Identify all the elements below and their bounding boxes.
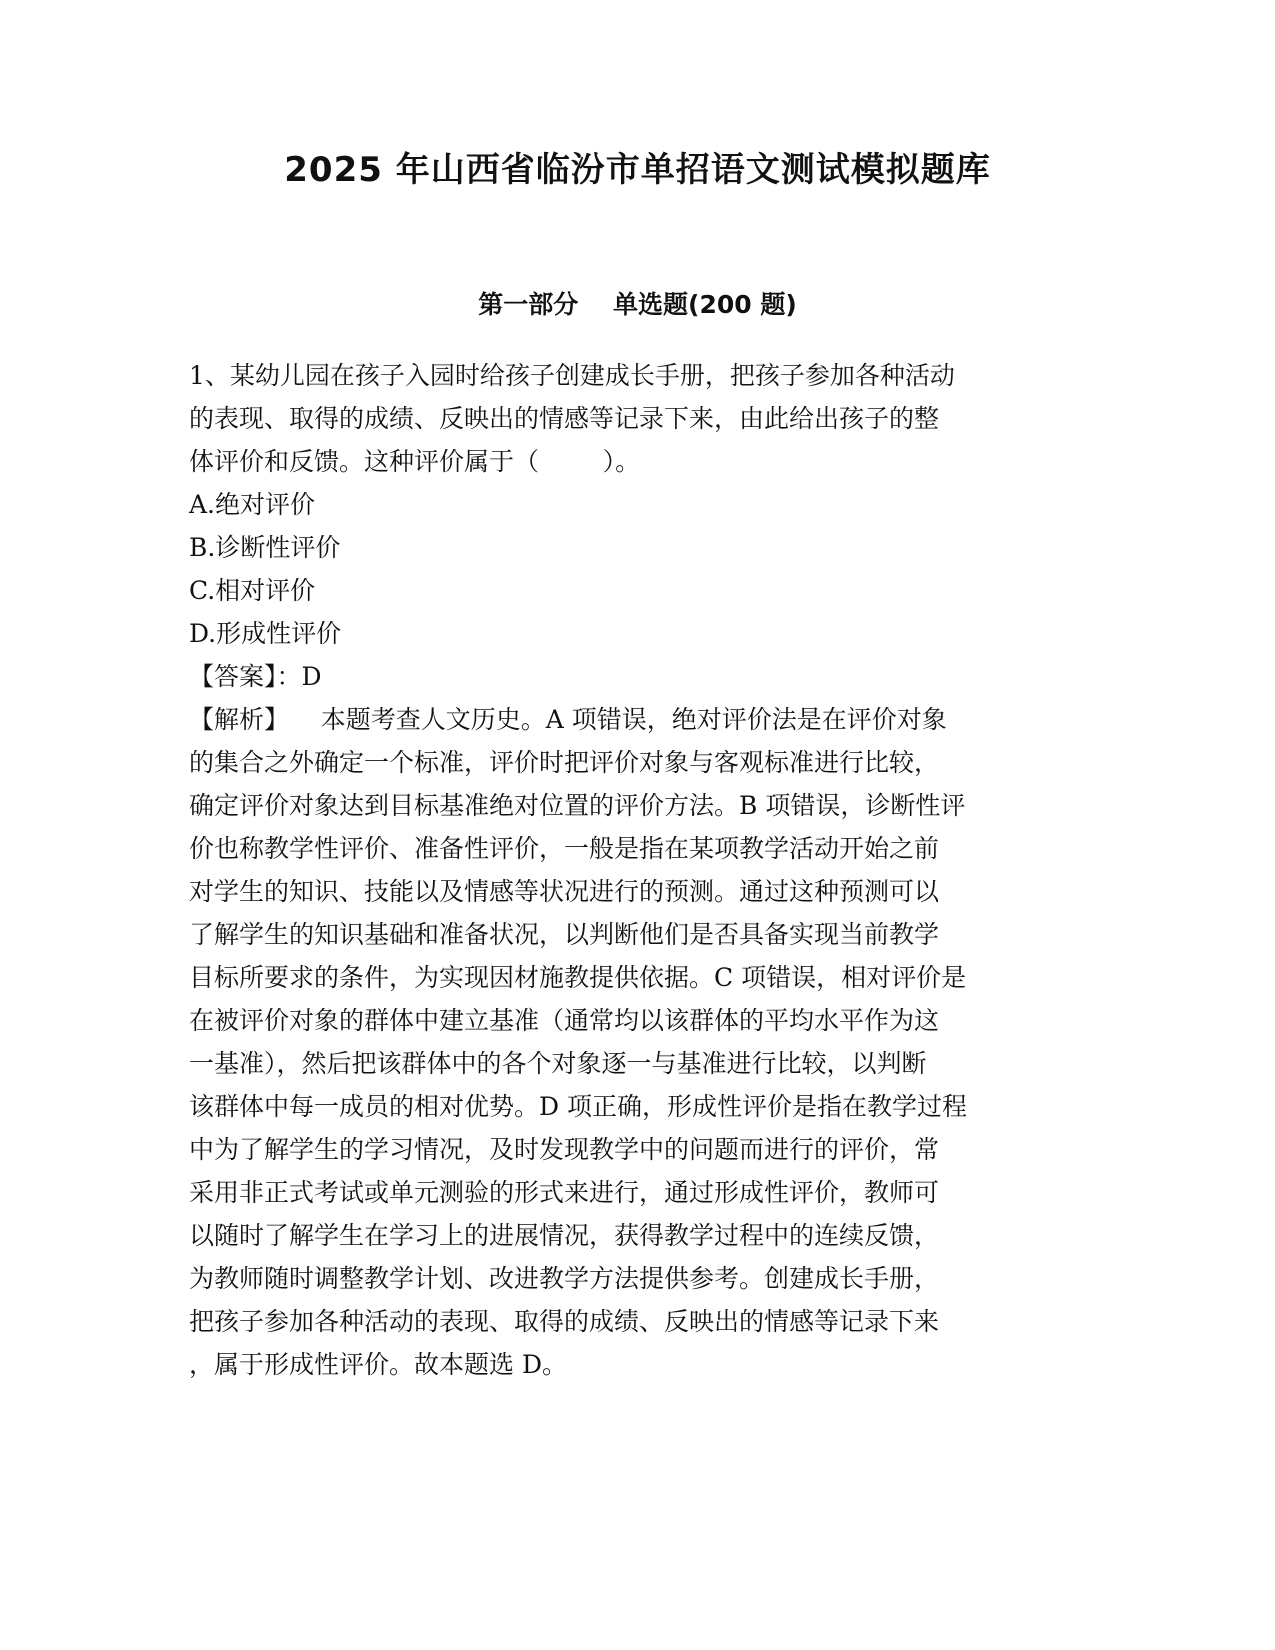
section-title: 第一部分 单选题(200 题) xyxy=(478,290,797,319)
explanation-line: 把孩子参加各种活动的表现、取得的成绩、反映出的情感等记录下来 xyxy=(189,1307,940,1336)
explanation-line: 对学生的知识、技能以及情感等状况进行的预测。通过这种预测可以 xyxy=(189,877,940,906)
option-d: D.形成性评价 xyxy=(189,619,342,648)
explanation-line: 采用非正式考试或单元测验的形式来进行，通过形成性评价，教师可 xyxy=(189,1178,940,1207)
answer-line: 【答案】：D xyxy=(189,662,322,691)
explanation-line: 价也称教学性评价、准备性评价，一般是指在某项教学活动开始之前 xyxy=(189,834,940,863)
option-b: B.诊断性评价 xyxy=(189,533,341,562)
option-a: A.绝对评价 xyxy=(189,490,316,519)
question-stem-line: 体评价和反馈。这种评价属于（ ）。 xyxy=(189,447,641,476)
question-block xyxy=(189,354,1089,1386)
explanation-line: 【解析】 本题考查人文历史。A 项错误，绝对评价法是在评价对象 xyxy=(189,705,947,734)
option-c: C.相对评价 xyxy=(189,576,316,605)
explanation-line: 中为了解学生的学习情况，及时发现教学中的问题而进行的评价，常 xyxy=(189,1135,940,1164)
explanation-line: 为教师随时调整教学计划、改进教学方法提供参考。创建成长手册， xyxy=(189,1264,940,1293)
question-stem-line: 的表现、取得的成绩、反映出的情感等记录下来，由此给出孩子的整 xyxy=(189,404,940,433)
explanation-line: 了解学生的知识基础和准备状况，以判断他们是否具备实现当前教学 xyxy=(189,920,940,949)
explanation-line: 确定评价对象达到目标基准绝对位置的评价方法。B 项错误，诊断性评 xyxy=(189,791,966,820)
explanation-line: 以随时了解学生在学习上的进展情况，获得教学过程中的连续反馈， xyxy=(189,1221,940,1250)
explanation-line: 一基准），然后把该群体中的各个对象逐一与基准进行比较，以判断 xyxy=(189,1049,927,1078)
explanation-line: 在被评价对象的群体中建立基准（通常均以该群体的平均水平作为这 xyxy=(189,1006,940,1035)
explanation-line: 该群体中每一成员的相对优势。D 项正确，形成性评价是指在教学过程 xyxy=(189,1092,967,1121)
explanation-line: 目标所要求的条件，为实现因材施教提供依据。C 项错误，相对评价是 xyxy=(189,963,967,992)
explanation-line: ，属于形成性评价。故本题选 D。 xyxy=(189,1350,567,1379)
explanation-line: 的集合之外确定一个标准，评价时把评价对象与客观标准进行比较， xyxy=(189,748,940,777)
question-stem-line: 1、某幼儿园在孩子入园时给孩子创建成长手册，把孩子参加各种活动 xyxy=(189,361,955,390)
document-title: 2025 年山西省临汾市单招语文测试模拟题库 xyxy=(284,150,991,190)
